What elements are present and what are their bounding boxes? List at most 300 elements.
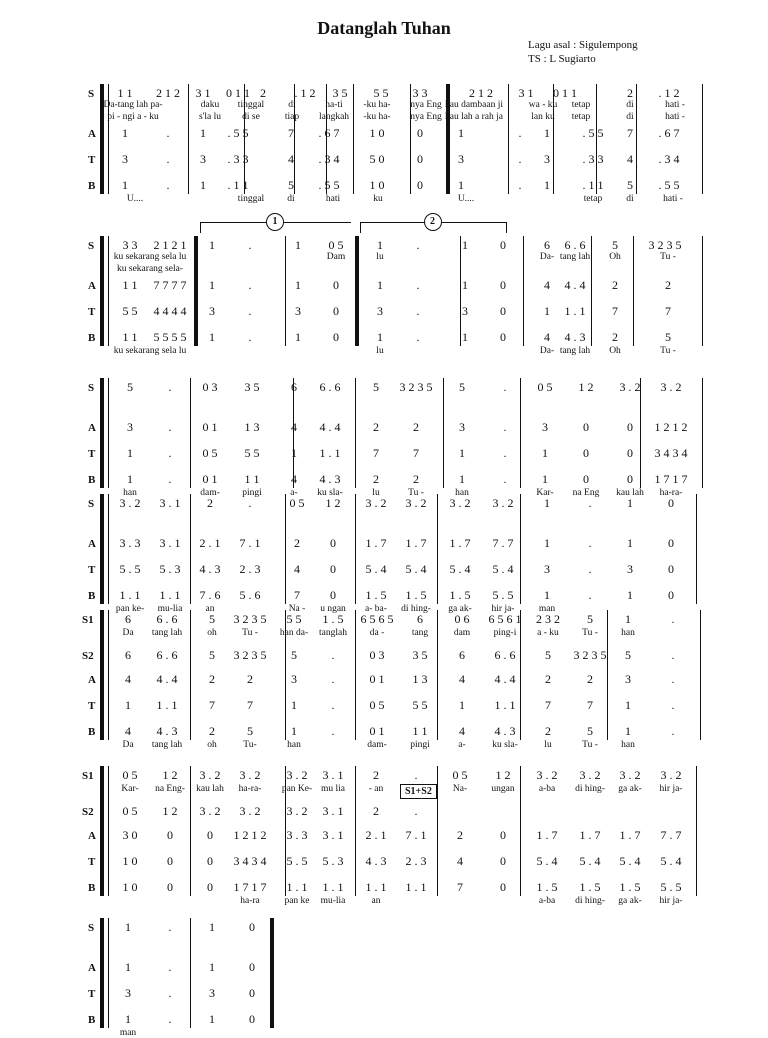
note-a: 1 1	[122, 278, 138, 292]
lyric-syllable: hati -	[665, 112, 685, 122]
lyric-syllable: di	[626, 194, 634, 204]
note-s2: .	[414, 804, 418, 818]
lyric-syllable: di se	[242, 112, 260, 122]
note-a: 3 . 1	[159, 536, 181, 550]
part-label-a: A	[88, 962, 96, 974]
lyric-syllable: a-ba	[538, 896, 556, 906]
lyric-syllable: ha-ra-	[238, 784, 262, 794]
note-a: 4	[544, 278, 550, 292]
note-t: 5 5	[122, 304, 138, 318]
note-t: 1	[459, 446, 465, 460]
lyric-syllable: ku sekarang sela-	[117, 264, 183, 274]
note-b: 5	[288, 178, 294, 192]
part-label-t: T	[88, 564, 96, 576]
note-t: 0	[330, 562, 336, 576]
note-b: 1 . 1	[119, 588, 141, 602]
note-b: 1	[458, 178, 464, 192]
note-a: 3	[127, 420, 133, 434]
note-b: 4	[544, 330, 550, 344]
note-b: 5 . 6	[239, 588, 261, 602]
note-b: 1 7 1 7	[233, 880, 267, 894]
note-s1: 3 . 1	[322, 768, 344, 782]
note-a: . 6 7	[318, 126, 340, 140]
note-s: 0 1 1	[553, 86, 577, 100]
lyric-syllable: han	[621, 740, 635, 750]
note-b: 2	[413, 472, 419, 486]
note-b: 5 . 5	[660, 880, 682, 894]
barline	[355, 766, 356, 896]
note-s: 1	[627, 496, 633, 510]
note-t: 5 . 4	[449, 562, 471, 576]
note-s: 0	[249, 920, 255, 934]
lyric-syllable: -ku ha-	[363, 112, 391, 122]
note-t: 1	[542, 446, 548, 460]
note-t: 1	[125, 698, 131, 712]
note-t: 7	[413, 446, 419, 460]
part-label-s: S	[88, 382, 95, 394]
note-a: 2	[545, 672, 551, 686]
note-s: . 1 2	[658, 86, 680, 100]
note-a: 1	[125, 960, 131, 974]
note-b: . 5 5	[318, 178, 340, 192]
lyric-syllable: pan Ke-	[281, 784, 313, 794]
system-3	[0, 372, 768, 498]
lyric-syllable: han	[287, 740, 301, 750]
note-a: 1 3	[412, 672, 428, 686]
lyric-syllable: Da	[122, 740, 134, 750]
note-a: 1	[627, 536, 633, 550]
note-s1: 1 2	[495, 768, 511, 782]
lyric-syllable: - an	[368, 784, 384, 794]
barline	[636, 84, 637, 194]
lyric-syllable: ku	[373, 194, 383, 204]
lyric-syllable: an	[205, 604, 215, 614]
note-b: 1	[200, 178, 206, 192]
note-a: 2	[587, 672, 593, 686]
note-s2: 3 2 3 5	[233, 648, 267, 662]
part-label-t: T	[88, 306, 96, 318]
note-t: 5 . 4	[492, 562, 514, 576]
note-s: 0 5	[289, 496, 305, 510]
note-b: 1 . 5	[619, 880, 641, 894]
part-label-b: B	[88, 1014, 96, 1026]
lyric-syllable: ungan	[491, 784, 515, 794]
lyric-syllable: u ngan	[320, 604, 346, 614]
note-t: 5 5	[412, 698, 428, 712]
note-t: 4	[288, 152, 294, 166]
note-s1: 6 5 6 5	[360, 612, 394, 626]
note-b: 1 0	[122, 880, 138, 894]
note-b: . 1 1	[582, 178, 604, 192]
barline	[460, 236, 461, 346]
note-s1: 6	[417, 612, 423, 626]
note-s: 3 . 2	[619, 380, 641, 394]
note-b: 2	[373, 472, 379, 486]
barline	[520, 766, 521, 896]
note-a: 1 2 1 2	[233, 828, 267, 842]
lyric-syllable: oh	[207, 740, 217, 750]
barline	[633, 236, 634, 346]
note-t: 3	[627, 562, 633, 576]
system-1	[0, 78, 768, 208]
song-title: Datanglah Tuhan	[317, 18, 451, 38]
note-a: 0	[668, 536, 674, 550]
note-a: 3	[542, 420, 548, 434]
note-t: . 3 3	[582, 152, 604, 166]
lyric-syllable: ga ak-	[618, 784, 642, 794]
lyric-syllable: Oh	[609, 346, 621, 356]
note-s1: 0 5	[122, 768, 138, 782]
part-label-b: B	[88, 474, 96, 486]
note-a: 3 0	[122, 828, 138, 842]
barline	[108, 766, 109, 896]
origin-credit: Lagu asal : Sigulempong	[528, 39, 638, 51]
note-a: 1	[544, 126, 550, 140]
lyric-syllable: langkah	[318, 112, 350, 122]
note-b: 1	[544, 588, 550, 602]
part-label-a: A	[88, 422, 96, 434]
barline	[108, 494, 109, 604]
lyric-syllable: mu-lia	[157, 604, 183, 614]
note-s1: 6 5 6 1	[488, 612, 522, 626]
barline	[355, 378, 356, 488]
lyric-syllable: Na-	[452, 784, 468, 794]
note-a: 3 . 1	[322, 828, 344, 842]
note-t: 0	[500, 854, 506, 868]
barline	[437, 766, 438, 896]
note-b: 1	[625, 724, 631, 738]
lyric-syllable: lu	[372, 488, 380, 498]
note-t: .	[588, 562, 592, 576]
note-a: 0	[500, 828, 506, 842]
note-a: 3 . 3	[119, 536, 141, 550]
note-a: 2	[612, 278, 618, 292]
note-a: 4 . 4	[564, 278, 586, 292]
note-a: .	[168, 420, 172, 434]
note-s2: 0 5	[122, 804, 138, 818]
note-a: 1	[200, 126, 206, 140]
note-b: 0	[500, 880, 506, 894]
note-t: 7	[247, 698, 253, 712]
barline	[355, 610, 356, 740]
part-label-b: B	[88, 882, 96, 894]
note-s: 1	[462, 238, 468, 252]
note-s: 5	[459, 380, 465, 394]
note-b: 1	[122, 178, 128, 192]
note-a: 2	[413, 420, 419, 434]
note-a: . 5 5	[227, 126, 249, 140]
note-a: 4 . 4	[319, 420, 341, 434]
lyric-syllable: ha-ti	[325, 100, 343, 110]
note-s2: .	[331, 648, 335, 662]
note-b: 4 . 3	[319, 472, 341, 486]
note-s1: 1 2	[162, 768, 178, 782]
barline	[108, 918, 109, 1028]
lyric-syllable: di hing-	[401, 604, 431, 614]
note-b: 5	[247, 724, 253, 738]
lyric-syllable: U....	[457, 194, 475, 204]
note-a: .	[588, 536, 592, 550]
arranger-credit: TS : L Sugiarto	[528, 53, 596, 65]
note-t: 1	[625, 698, 631, 712]
lyric-syllable: man	[119, 1028, 137, 1038]
system-2	[0, 230, 768, 370]
note-s: 2 1 2 1	[153, 238, 187, 252]
note-a: 0	[417, 126, 423, 140]
note-t: 3	[544, 562, 550, 576]
system-7	[0, 912, 768, 1038]
note-a: . 5 5	[582, 126, 604, 140]
lyric-syllable: ping-i	[493, 628, 517, 638]
lyric-syllable: lan ku	[531, 112, 555, 122]
lyric-syllable: ga ak-	[618, 896, 642, 906]
lyric-syllable: s'la lu	[198, 112, 222, 122]
barline	[108, 610, 109, 740]
note-s: 1	[209, 238, 215, 252]
part-label-t: T	[88, 448, 96, 460]
note-s: .	[248, 496, 252, 510]
note-t: 7	[373, 446, 379, 460]
note-s2: 5	[545, 648, 551, 662]
lyric-syllable: Da-tang lah pa-	[103, 100, 163, 110]
note-a: .	[671, 672, 675, 686]
barline	[190, 494, 191, 604]
lyric-syllable: tetap	[571, 100, 591, 110]
lyric-syllable: hati	[325, 194, 341, 204]
note-t: 5 . 4	[579, 854, 601, 868]
note-b: 4	[459, 724, 465, 738]
lyric-syllable: tinggal	[237, 100, 265, 110]
note-b: 0	[627, 472, 633, 486]
system-5	[0, 604, 768, 754]
note-b: 4 . 3	[156, 724, 178, 738]
lyric-syllable: tinggal	[237, 194, 265, 204]
note-s1: .	[671, 612, 675, 626]
lyric-syllable: ha-ra	[240, 896, 260, 906]
barline	[520, 610, 521, 740]
note-b: 1	[544, 178, 550, 192]
note-b: 0	[583, 472, 589, 486]
note-b: 1 . 5	[536, 880, 558, 894]
note-s: 3 5	[332, 86, 348, 100]
note-s1: 3 . 2	[660, 768, 682, 782]
lyric-syllable: nya Eng	[410, 112, 442, 122]
note-b: 1 . 1	[365, 880, 387, 894]
barline	[523, 236, 524, 346]
note-t: .	[168, 986, 172, 1000]
note-b: .	[248, 330, 252, 344]
lyric-syllable: a-ba	[538, 784, 556, 794]
note-t: 0	[583, 446, 589, 460]
lyric-syllable: tanglah	[319, 628, 347, 638]
lyric-syllable: kau lah	[616, 488, 644, 498]
note-s2: 3 . 2	[239, 804, 261, 818]
note-a: 1	[295, 278, 301, 292]
note-s: .	[588, 496, 592, 510]
note-t: . 3 3	[227, 152, 249, 166]
note-s: 1 2	[578, 380, 594, 394]
barline	[190, 766, 191, 896]
lyric-syllable: Tu -	[242, 628, 258, 638]
note-s: .	[416, 238, 420, 252]
note-t: 5 . 4	[660, 854, 682, 868]
note-a: 7	[288, 126, 294, 140]
note-b: 1	[542, 472, 548, 486]
note-s2: 6	[125, 648, 131, 662]
barline	[190, 918, 191, 1028]
barline	[355, 494, 356, 604]
note-s1: 3 . 2	[619, 768, 641, 782]
barline	[591, 236, 592, 346]
note-b: 4	[125, 724, 131, 738]
note-b: . 5 5	[658, 178, 680, 192]
note-s: 0 5	[537, 380, 553, 394]
lyric-syllable: Da	[122, 628, 134, 638]
note-b: 1 . 5	[449, 588, 471, 602]
note-s2: 6 . 6	[494, 648, 516, 662]
note-t: 0 5	[369, 698, 385, 712]
note-s2: 3 5	[412, 648, 428, 662]
note-s: 3 3	[122, 238, 138, 252]
lyric-syllable: tang lah	[559, 252, 591, 262]
note-s2: 3 . 1	[322, 804, 344, 818]
note-t: 3	[209, 986, 215, 1000]
note-a: 3 . 3	[286, 828, 308, 842]
note-t: 0	[627, 446, 633, 460]
lyric-syllable: han	[621, 628, 635, 638]
note-t: .	[166, 152, 170, 166]
note-s1: 3 . 2	[239, 768, 261, 782]
note-t: .	[671, 698, 675, 712]
note-t: 3	[377, 304, 383, 318]
note-t: 1 . 1	[319, 446, 341, 460]
lyric-syllable: dam-	[200, 488, 220, 498]
note-b: 0	[330, 588, 336, 602]
note-b: 2	[209, 724, 215, 738]
note-t: 5 0	[369, 152, 385, 166]
note-t: 3	[462, 304, 468, 318]
note-s1: 5 5	[286, 612, 302, 626]
note-t: 1 . 1	[494, 698, 516, 712]
note-b: 0 1	[202, 472, 218, 486]
lyric-syllable: lu	[544, 740, 552, 750]
note-s: 3 3	[412, 86, 428, 100]
note-a: .	[331, 672, 335, 686]
lyric-syllable: a - ku	[537, 628, 559, 638]
barline	[437, 610, 438, 740]
note-s: 6	[544, 238, 550, 252]
credits	[528, 38, 638, 66]
note-s: . 1 2	[294, 86, 316, 100]
note-t: 3	[295, 304, 301, 318]
barline	[696, 494, 697, 604]
note-a: 1	[462, 278, 468, 292]
note-s1: 0 6	[454, 612, 470, 626]
note-b: 5 . 5	[492, 588, 514, 602]
note-b: .	[168, 472, 172, 486]
note-b: .	[168, 1012, 172, 1026]
note-b: .	[518, 178, 522, 192]
note-s2: 3 . 2	[286, 804, 308, 818]
note-b: .	[671, 724, 675, 738]
note-s: 3 . 2	[660, 380, 682, 394]
barline	[108, 378, 109, 488]
note-s1: 3 . 2	[536, 768, 558, 782]
note-s: 3 . 2	[365, 496, 387, 510]
note-a: 0	[627, 420, 633, 434]
note-b: 0 1	[369, 724, 385, 738]
note-s: 3 1	[195, 86, 211, 100]
note-t: .	[168, 446, 172, 460]
note-a: .	[416, 278, 420, 292]
lyric-syllable: hir ja-	[659, 896, 683, 906]
lyric-syllable: pingi	[410, 740, 430, 750]
note-b: 0	[333, 330, 339, 344]
note-s: 2	[260, 86, 266, 100]
lyric-syllable: kau lah	[196, 784, 224, 794]
note-t: 4	[294, 562, 300, 576]
note-a: 2	[665, 278, 671, 292]
part-label-b: B	[88, 180, 96, 192]
lyric-syllable: hati -	[663, 194, 683, 204]
double-barline	[270, 918, 274, 1028]
note-s: 1	[544, 496, 550, 510]
note-a: .	[168, 960, 172, 974]
part-label-t: T	[88, 700, 96, 712]
note-t: 1	[459, 698, 465, 712]
lyric-syllable: tiap	[284, 112, 300, 122]
note-a: 7	[627, 126, 633, 140]
note-s1: 0 5	[452, 768, 468, 782]
note-t: 0	[500, 304, 506, 318]
part-label-a: A	[88, 830, 96, 842]
note-a: 1 . 7	[405, 536, 427, 550]
note-a: 1 . 7	[619, 828, 641, 842]
note-t: 4	[457, 854, 463, 868]
lyric-syllable: Tu -	[582, 628, 598, 638]
note-a: .	[518, 126, 522, 140]
barline	[702, 378, 703, 488]
part-label-s2: S2	[82, 806, 94, 818]
note-a: 1	[458, 126, 464, 140]
lyric-syllable: ku sla-	[492, 740, 518, 750]
lyric-syllable: dam	[453, 628, 471, 638]
note-a: 0	[167, 828, 173, 842]
note-a: 0	[330, 536, 336, 550]
note-t: 2 . 3	[405, 854, 427, 868]
note-t: 1 . 1	[564, 304, 586, 318]
note-a: 4 . 4	[156, 672, 178, 686]
note-b: .	[331, 724, 335, 738]
part-label-t: T	[88, 988, 96, 1000]
note-b: 4 . 3	[564, 330, 586, 344]
note-s: .	[168, 380, 172, 394]
part-label-t: T	[88, 856, 96, 868]
note-s1: 2 3 2	[536, 612, 560, 626]
note-t: 5 . 5	[119, 562, 141, 576]
lyric-syllable: di hing-	[575, 896, 605, 906]
lyric-syllable: U....	[126, 194, 144, 204]
double-barline	[355, 236, 359, 346]
note-s: 3 . 2	[449, 496, 471, 510]
lyric-syllable: pan ke	[284, 896, 310, 906]
note-a: 7 . 1	[405, 828, 427, 842]
part-label-s1: S1	[82, 770, 94, 782]
lyric-syllable: di hing-	[575, 784, 605, 794]
note-t: 0	[207, 854, 213, 868]
lyric-syllable: pi - ngi a - ku	[107, 112, 159, 122]
lyric-syllable: ku sla-	[317, 488, 343, 498]
